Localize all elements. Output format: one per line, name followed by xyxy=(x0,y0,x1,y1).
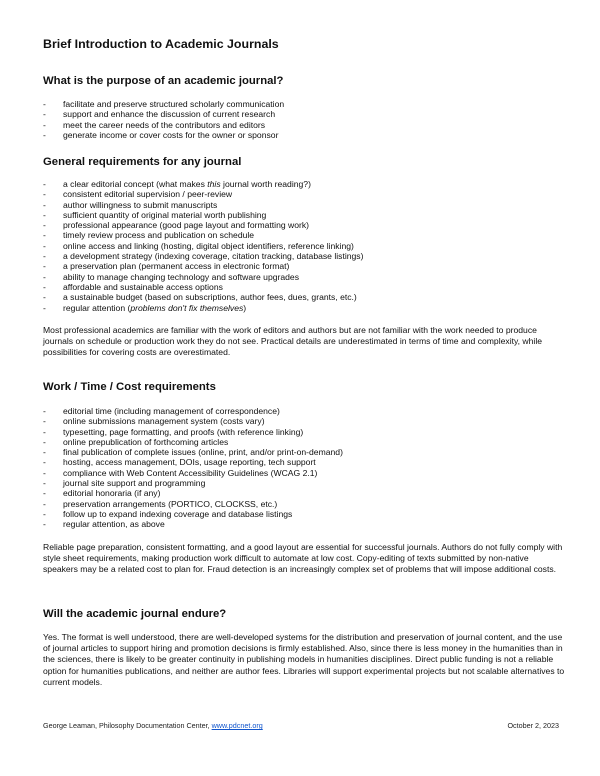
list-item: - support and enhance the discussion of current research xyxy=(43,109,276,120)
list-item: - follow up to expand indexing coverage and database listings xyxy=(43,508,293,519)
section-work-time-cost xyxy=(43,380,563,575)
list-item: - sufficient quantity of original material worth publishing xyxy=(43,209,267,220)
list-item: - compliance with Web Content Accessibility Guidelines (WCAG 2.1) xyxy=(43,467,318,478)
list-item: - facilitate and preserve structured scholarly communication xyxy=(43,99,285,109)
work-list xyxy=(43,406,563,530)
list-item: - online access and linking (hosting, digital object identifiers, reference linking) xyxy=(43,240,354,251)
document-title: Brief Introduction to Academic Journals xyxy=(43,37,279,51)
list-item: - a preservation plan (permanent access in electronic format) xyxy=(43,261,290,272)
list-item: - editorial time (including management of correspondence) xyxy=(43,406,280,416)
section-endure xyxy=(43,607,563,688)
list-item: - a clear editorial concept (what makes this journal worth reading?) xyxy=(43,179,311,189)
paragraph: Reliable page preparation, consistent formatting, and a good layout are essential for successful journals. Authors do not fully comply with style sheet requirements, making production work difficult to automate at low cost. Copy-editing of texts submitted by non-native speakers may be a related cost to plan for. Fraud detection is an increasingly complex set of problems that will impose additional costs. xyxy=(43,541,563,574)
list-item: - typesetting, page formatting, and proofs (with reference linking) xyxy=(43,426,304,437)
section-heading: Will the academic journal endure? xyxy=(43,608,227,620)
paragraph: Yes. The format is well understood, there are well-developed systems for the distribution and preservation of journal content, and the use of journal articles to support hiring and promotion decisions is firmly established. Also, since there is less money in the humanities than in the sciences, there is likely to be greater continuity in publishing models in humanities disciplines. Direct public funding is not a reliable option for humanities publications, and neither are author fees. Libraries will support experimental projects but not scalable alternatives to current models. xyxy=(43,632,565,687)
list-item: - affordable and sustainable access options xyxy=(43,281,223,292)
section-general-requirements xyxy=(43,155,563,358)
section-heading: What is the purpose of an academic journal? xyxy=(43,75,284,87)
list-item: - regular attention (problems don't fix themselves) xyxy=(43,302,247,313)
list-item: - timely review process and publication on schedule xyxy=(43,230,255,241)
list-item: - a development strategy (indexing coverage, citation tracking, database listings) xyxy=(43,251,364,262)
section-purpose xyxy=(43,74,563,140)
footer-date: October 2, 2023 xyxy=(507,721,559,730)
purpose-list xyxy=(43,99,563,140)
list-item: - consistent editorial supervision / peer-review xyxy=(43,189,233,200)
footer-link[interactable]: www.pdcnet.org xyxy=(211,721,263,730)
list-item: - ability to manage changing technology and software upgrades xyxy=(43,271,300,282)
section-heading: General requirements for any journal xyxy=(43,156,242,168)
list-item: - generate income or cover costs for the owner or sponsor xyxy=(43,129,279,140)
list-item: - journal site support and programming xyxy=(43,478,206,489)
section-heading: Work / Time / Cost requirements xyxy=(43,381,216,393)
list-item: - preservation arrangements (PORTICO, CLOCKSS, etc.) xyxy=(43,498,278,509)
list-item: - online submissions management system (costs vary) xyxy=(43,416,265,427)
list-item: - meet the career needs of the contributors and editors xyxy=(43,119,266,130)
requirements-list xyxy=(43,179,563,313)
list-item: - a sustainable budget (based on subscriptions, author fees, dues, grants, etc.) xyxy=(43,292,357,303)
list-item: - editorial honoraria (if any) xyxy=(43,488,161,499)
list-item: - final publication of complete issues (online, print, and/or print-on-demand) xyxy=(43,447,343,458)
list-item: - hosting, access management, DOIs, usage reporting, tech support xyxy=(43,457,316,468)
paragraph: Most professional academics are familiar with the work of editors and authors but are not familiar with the work needed to produce journals on schedule or production work they do not see. Practical details are underestimated in terms of time and complexity, while possibilities for covering costs are overestimated. xyxy=(43,324,543,358)
list-item: - professional appearance (good page layout and formatting work) xyxy=(43,220,310,231)
list-item: - online prepublication of forthcoming articles xyxy=(43,436,229,447)
list-item: - author willingness to submit manuscripts xyxy=(43,199,218,210)
list-item: - regular attention, as above xyxy=(43,519,165,530)
footer-author: George Leaman, Philosophy Documentation Center, www.pdcnet.org xyxy=(43,721,263,730)
